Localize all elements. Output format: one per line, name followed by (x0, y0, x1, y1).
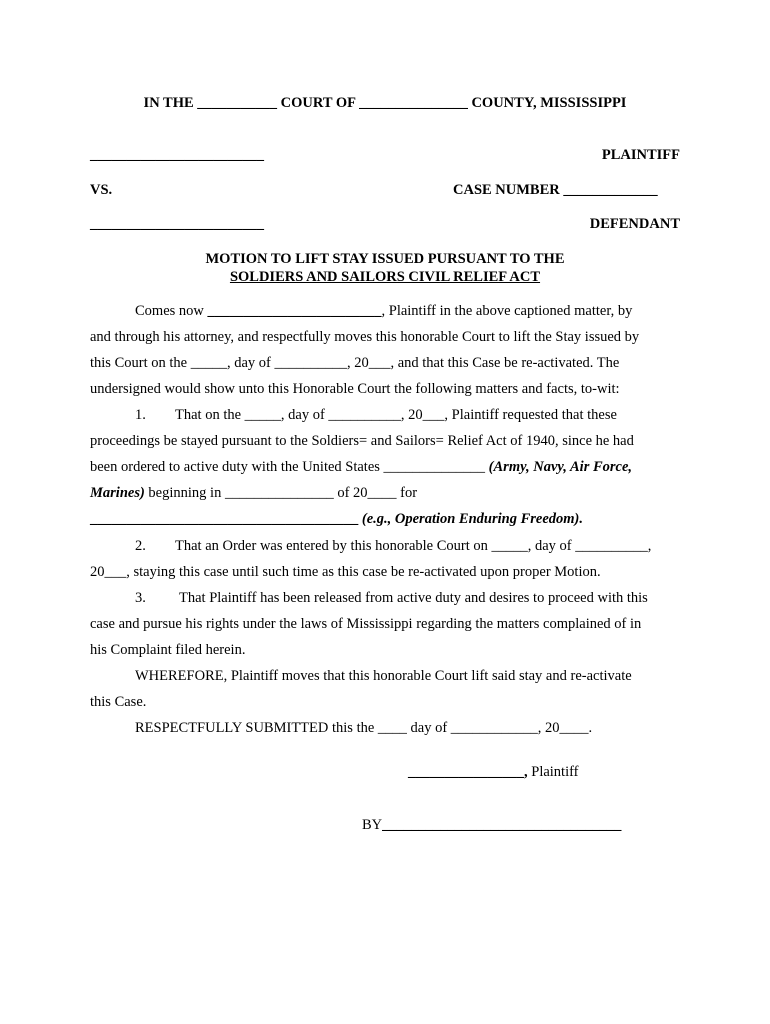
plaintiff-signature-label: Plaintiff (527, 764, 579, 780)
intro-plaintiff-blank: ________________________ (207, 303, 382, 319)
item1-line-4-text: beginning in _______________ of 20____ for (144, 485, 418, 501)
attorney-signature (362, 815, 621, 835)
plaintiff-signature-blank: ________________, (408, 764, 528, 780)
document-title-line2: SOLDIERS AND SAILORS CIVIL RELIEF ACT (229, 269, 541, 285)
versus-label: VS. (90, 182, 113, 198)
by-signature-blank: _________________________________ (382, 817, 622, 833)
wherefore-line-2: this Case. (90, 694, 147, 710)
intro-line-1-rest: , Plaintiff in the above captioned matter, by (381, 303, 633, 319)
item3-line-3: his Complaint filed herein. (90, 642, 246, 658)
intro-line-3: this Court on the _____, day of __________, 20___, and that this Case be re-activated. The (90, 355, 620, 371)
item2-number: 2. (135, 538, 146, 554)
item1-line-4 (90, 483, 417, 503)
defendant-label: DEFENDANT (589, 216, 680, 232)
item1-line-5 (90, 509, 583, 529)
document-title-line1: MOTION TO LIFT STAY ISSUED PURSUANT TO THE (205, 251, 565, 267)
intro-line-1 (135, 301, 632, 321)
defendant-name-blank: ________________________ (90, 216, 264, 232)
item1-line-3-text: been ordered to active duty with the United States ______________ (90, 459, 489, 475)
plaintiff-name-blank: ________________________ (90, 147, 264, 163)
court-heading: IN THE ___________ COURT OF _______________ COUNTY, MISSISSIPPI (143, 95, 627, 111)
item1-branch-options: (Army, Navy, Air Force, (488, 459, 633, 475)
submitted-line: RESPECTFULLY SUBMITTED this the ____ day of ____________, 20____. (135, 720, 593, 736)
item1-line-1: That on the _____, day of __________, 20___, Plaintiff requested that these (175, 407, 617, 423)
item3-line-1: That Plaintiff has been released from active duty and desires to proceed with this (179, 590, 648, 606)
plaintiff-signature (408, 762, 579, 782)
document-title-line2-wrap (0, 267, 770, 287)
by-label: BY (362, 817, 383, 833)
item1-operation-example: (e.g., Operation Enduring Freedom). (358, 511, 584, 527)
item2-line-2: 20___, staying this case until such time as this case be re-activated upon proper Motion. (90, 564, 601, 580)
item1-line-2: proceedings be stayed pursuant to the Soldiers= and Sailors= Relief Act of 1940, since he had (90, 433, 634, 449)
intro-line-2: and through his attorney, and respectfully moves this honorable Court to lift the Stay issued by (90, 329, 640, 345)
item2-line-1: That an Order was entered by this honorable Court on _____, day of __________, (175, 538, 652, 554)
item1-marines: Marines) (90, 485, 145, 501)
intro-comes-now: Comes now (135, 303, 204, 319)
item3-line-2: case and pursue his rights under the laws of Mississippi regarding the matters complained of in (90, 616, 642, 632)
item1-operation-blank: _____________________________________ (90, 511, 359, 527)
plaintiff-label: PLAINTIFF (601, 147, 680, 163)
item1-line-3 (90, 457, 632, 477)
wherefore-line-1: WHEREFORE, Plaintiff moves that this honorable Court lift said stay and re-activate (135, 668, 632, 684)
item3-number: 3. (135, 590, 146, 606)
intro-line-4: undersigned would show unto this Honorable Court the following matters and facts, to-wit: (90, 381, 620, 397)
case-number: CASE NUMBER _____________ (453, 182, 658, 198)
item1-number: 1. (135, 407, 146, 423)
